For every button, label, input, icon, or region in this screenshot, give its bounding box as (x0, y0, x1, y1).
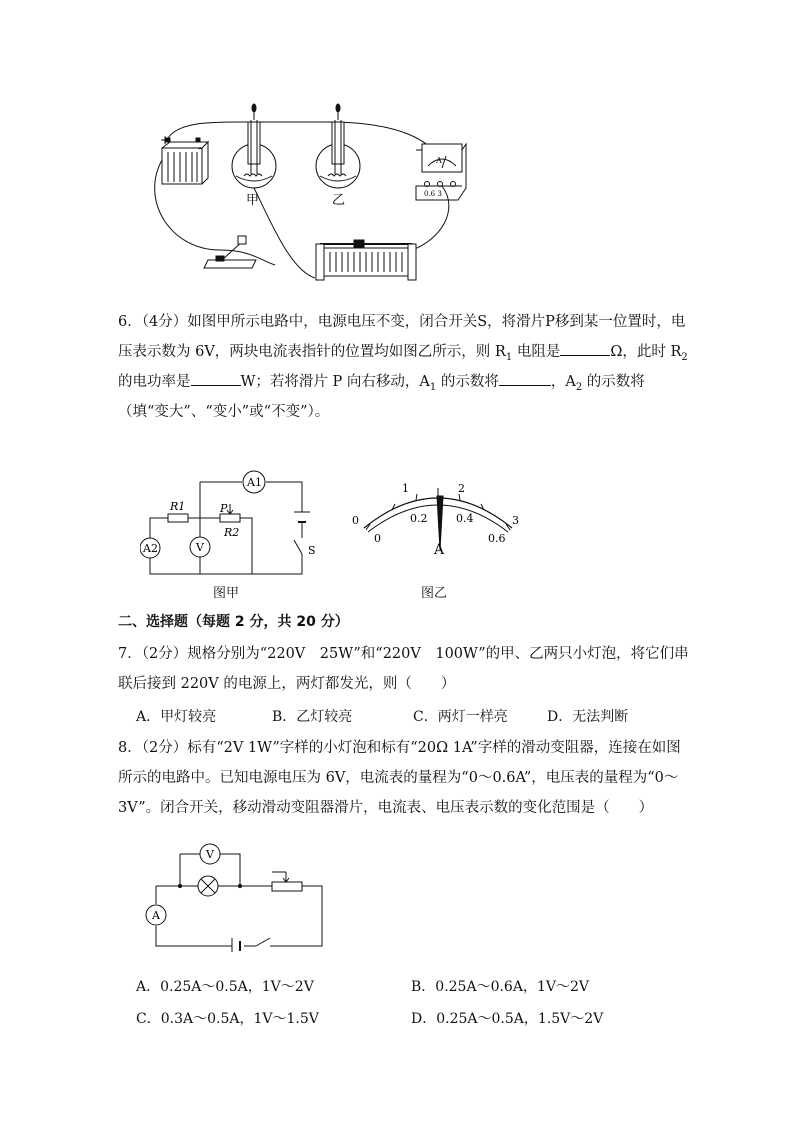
figure-jia-caption: 图甲 (213, 586, 240, 601)
answer-blank-power (191, 371, 241, 386)
dial-outer-label-1: 1 (402, 482, 409, 495)
dial-unit-label: A (434, 542, 445, 558)
circuit-diagram-jia (140, 470, 320, 580)
q7-option-a[interactable]: A．甲灯较亮 (136, 709, 217, 725)
label-r2: R2 (224, 526, 240, 539)
q8-label-v: V (206, 848, 214, 861)
dial-outer-label-2: 2 (458, 482, 465, 495)
dial-inner-label-0: 0 (374, 532, 381, 545)
label-s: S (308, 544, 316, 557)
label-r1: R1 (170, 500, 186, 513)
q8-option-d[interactable]: D．0.25A～0.5A，1.5V～2V (411, 1011, 604, 1027)
label-v: V (196, 541, 204, 554)
q8-line-2: 所示的电路中。已知电源电压为 6V，电流表的量程为“0～0.6A”，电压表的量程为“0～ (118, 770, 679, 786)
q6-line-2: 压表示数为 6V，两块电流表指针的位置均如图乙所示，则 $R_1$ 电阻是 Ω，此时 $R_2$ (118, 340, 688, 370)
electrolysis-flask-jia (232, 104, 276, 188)
label-p: P (220, 502, 228, 515)
answer-blank-r1 (560, 341, 610, 356)
ammeter-terminal-labels: 0.6 3 (424, 190, 442, 198)
q7-line-2: 联后接到 220V 的电源上，两灯都发光，则（ ） (118, 676, 456, 692)
flask-jia-label: 甲 (246, 193, 260, 208)
electrolysis-circuit-figure (140, 100, 480, 300)
dial-inner-label-3: 0.6 (488, 532, 506, 545)
q7-option-d[interactable]: D．无法判断 (547, 709, 629, 725)
electrolysis-flask-yi (316, 104, 360, 188)
section-2-title: 二、选择题（每题 2 分，共 20 分） (118, 614, 349, 630)
q8-circuit-diagram (140, 842, 340, 952)
figure-yi-caption: 图乙 (421, 586, 448, 601)
dial-outer-label-0: 0 (352, 514, 359, 527)
q8-line-1: 8．（2分）标有“2V 1W”字样的小灯泡和标有“20Ω 1A”字样的滑动变阻器，连接在如图 (118, 740, 681, 756)
ammeter-face-label: A (436, 156, 442, 165)
q8-label-a: A (152, 909, 160, 922)
slider-p-arrow (227, 504, 233, 514)
q8-option-a[interactable]: A．0.25A～0.5A，1V～2V (136, 979, 314, 995)
label-a1: A1 (247, 476, 262, 489)
rheostat-icon (316, 240, 416, 280)
q8-option-c[interactable]: C．0.3A～0.5A，1V～1.5V (136, 1011, 319, 1027)
q6-line-3: 的电功率是 W；若将滑片 P 向右移动，$A_1$ 的示数将 ，$A_2$ 的示数将 (118, 370, 645, 400)
resistor-r2-symbol (220, 514, 240, 522)
battery-minus-label: - (198, 141, 203, 155)
label-a2: A2 (143, 542, 158, 555)
switch-s-symbol (294, 540, 302, 554)
flask-yi-label: 乙 (332, 193, 346, 208)
switch-symbol (256, 938, 270, 946)
battery-plus-label: + (160, 133, 171, 147)
q7-option-c[interactable]: C．两灯一样亮 (413, 709, 508, 725)
resistor-r1-symbol (168, 514, 188, 522)
dial-inner-label-1: 0.2 (410, 512, 428, 525)
q7-option-b[interactable]: B．乙灯较亮 (272, 709, 353, 725)
q8-option-b[interactable]: B．0.25A～0.6A，1V～2V (411, 979, 589, 995)
dial-outer-label-3: 3 (512, 514, 519, 527)
dial-inner-label-2: 0.4 (456, 512, 474, 525)
rheostat-symbol (272, 882, 302, 891)
answer-blank-a1 (499, 371, 551, 386)
q6-line-1: 6．（4分）如图甲所示电路中，电源电压不变，闭合开关S，将滑片P移到某一位置时，电 (118, 314, 686, 330)
q6-line-4: （填“变大”、“变小”或“不变”）。 (118, 404, 330, 420)
ammeter-dial-yi (340, 478, 540, 578)
q7-line-1: 7．（2分）规格分别为“220V 25W”和“220V 100W”的甲、乙两只小灯泡，将它们串 (118, 646, 689, 662)
q8-line-3: 3V”。闭合开关，移动滑动变阻器滑片，电流表、电压表示数的变化范围是（ ） (118, 800, 654, 816)
knife-switch-icon (204, 236, 256, 268)
